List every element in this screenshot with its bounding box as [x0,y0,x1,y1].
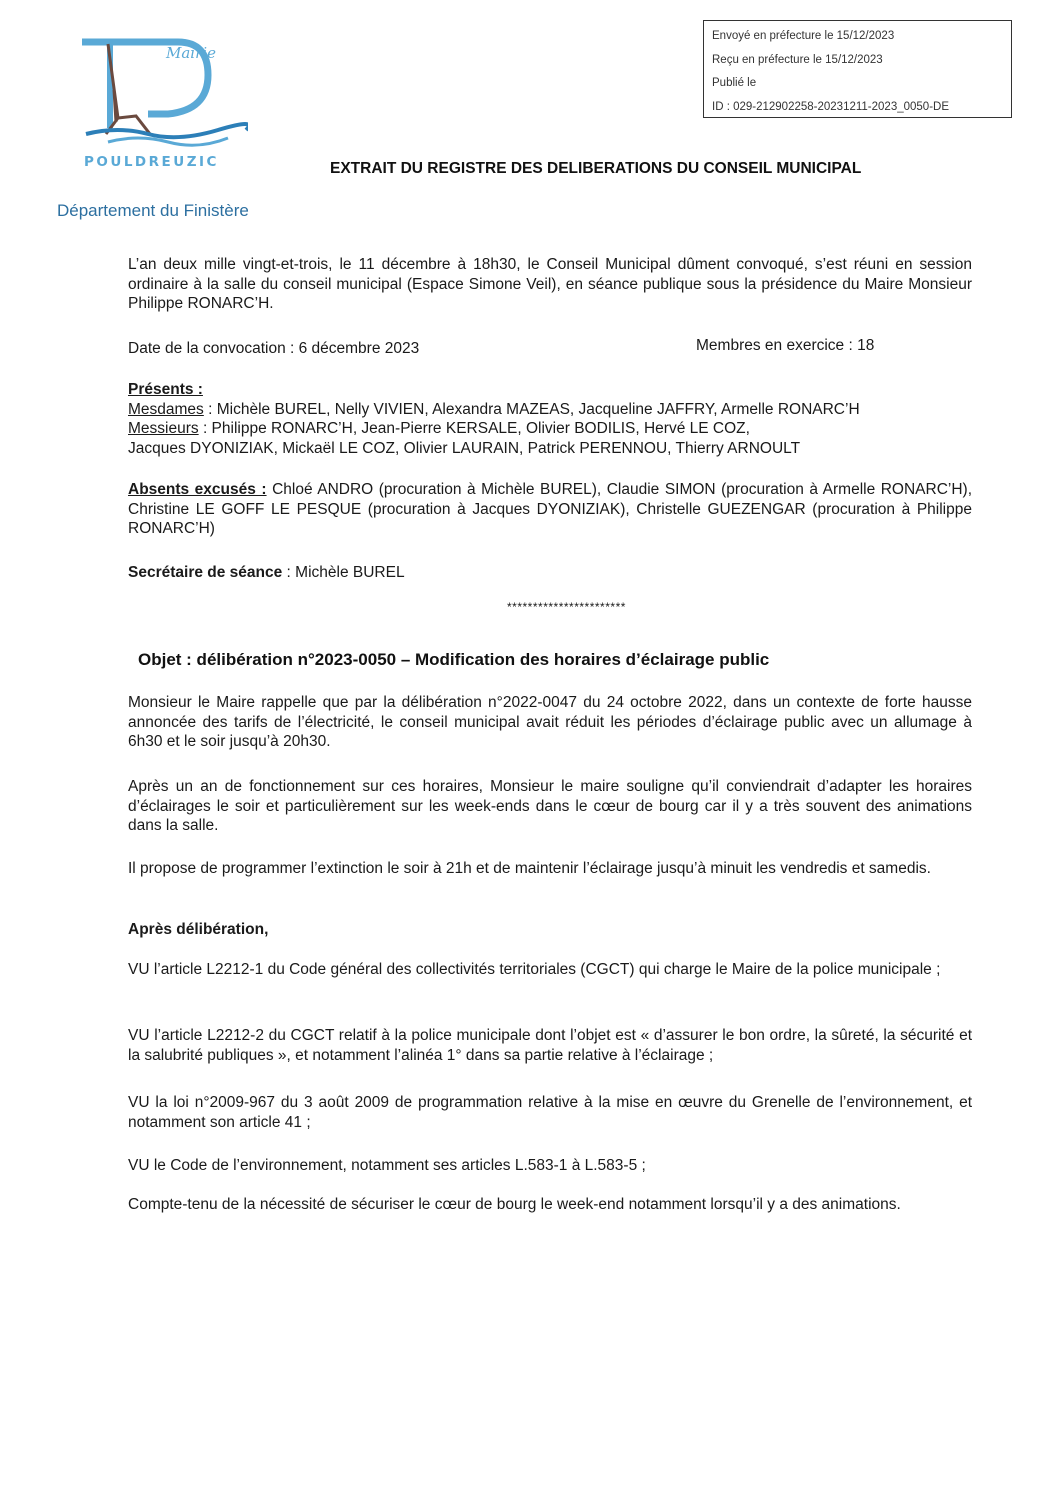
body-paragraph-1: Monsieur le Maire rappelle que par la délibération n°2022-0047 du 24 octobre 2022, dans un contexte de forte hausse annoncée des tarifs de l’électricité, le conseil municipal avait réduit les périodes d’éclairage public avec un allumage à 6h30 et le soir jusqu’à 20h30. [128,694,972,750]
separator: *********************** [507,600,626,614]
apres-deliberation: Après délibération, [128,921,269,938]
messieurs-label: Messieurs [128,420,199,437]
absents-names: Chloé ANDRO (procuration à Michèle BUREL), Claudie SIMON (procuration à Armelle RONARC’H), Christine LE GOFF LE PESQUE (procuration à Jacques DYONIZIAK), Christelle GUEZENGAR (procuration à Philippe RONARC’H) [128,481,973,537]
body-paragraph-3: Il propose de programmer l’extinction le soir à 21h et de maintenir l’éclairage jusqu’à minuit les vendredis et samedis. [128,860,931,877]
mesdames-line [128,400,972,420]
messieurs-line [128,419,972,439]
mesdames-label: Mesdames [128,400,204,418]
body-paragraph-2: Après un an de fonctionnement sur ces horaires, Monsieur le maire souligne qu’il conviendrait d’adapter les horaires d’éclairages le soir et particulièrement sur les week-ends dans le cœur de bourg car il y a très souvent des animations dans la salle. [128,778,972,834]
convocation-date: Date de la convocation : 6 décembre 2023 [128,340,420,357]
objet-title: Objet : délibération n°2023-0050 – Modification des horaires d’éclairage public [138,650,770,669]
stamp-id: ID : 029-212902258-20231211-2023_0050-DE [712,100,950,113]
compte-tenu-paragraph: Compte-tenu de la nécessité de sécuriser le cœur de bourg le week-end notamment lorsqu’il y a des animations. [128,1196,901,1213]
secretaire-line [128,563,972,583]
department-label: Département du Finistère [57,201,249,220]
secretaire-name: : Michèle BUREL [282,564,405,581]
intro-paragraph: L’an deux mille vingt-et-trois, le 11 décembre à 18h30, le Conseil Municipal dûment convoqué, s’est réuni en session ordinaire à la salle du conseil municipal (Espace Simone Veil), en séance publique sous la présidence du Maire Monsieur Philippe RONARC’H. [128,256,972,312]
messieurs-names-cont: Jacques DYONIZIAK, Mickaël LE COZ, Olivier LAURAIN, Patrick PERENNOU, Thierry ARNOULT [128,439,801,457]
stamp-published: Publié le [712,77,757,89]
prefecture-stamp [703,20,1012,118]
stamp-sent: Envoyé en préfecture le 15/12/2023 [712,30,895,42]
vu-paragraph-3: VU la loi n°2009-967 du 3 août 2009 de programmation relative à la mise en œuvre du Grenelle de l’environnement, et notamment son article 41 ; [128,1094,972,1131]
mairie-logo [78,30,248,180]
logo-mairie-text: Mairie [166,44,216,62]
vu-paragraph-1: VU l’article L2212-1 du Code général des collectivités territoriales (CGCT) qui charge le Maire de la police municipale ; [128,961,941,978]
messieurs-names: : Philippe RONARC’H, Jean-Pierre KERSALE, Olivier BODILIS, Hervé LE COZ, [198,420,750,437]
absents-paragraph [128,480,972,539]
mesdames-names: : Michèle BUREL, Nelly VIVIEN, Alexandra MAZEAS, Jacqueline JAFFRY, Armelle RONARC’H [203,400,860,418]
logo-wave-2 [108,138,228,145]
stamp-received: Reçu en préfecture le 15/12/2023 [712,53,883,66]
logo-town-text: POULDREUZIC [84,154,219,170]
vu-paragraph-4: VU le Code de l’environnement, notamment ses articles L.583-1 à L.583-5 ; [128,1157,646,1174]
presents-block [128,380,972,458]
document-heading: EXTRAIT DU REGISTRE DES DELIBERATIONS DU CONSEIL MUNICIPAL [330,160,862,177]
members-count: Membres en exercice : 18 [696,337,875,354]
secretaire-label: Secrétaire de séance [128,564,283,581]
vu-paragraph-2: VU l’article L2212-2 du CGCT relatif à la police municipale dont l’objet est « d’assurer le bon ordre, la sûreté, la sécurité et la salubrité publiques », et notamment l’alinéa 1° dans sa partie relative à l’éclairage ; [128,1027,972,1064]
presents-label: Présents : [128,381,203,398]
absents-label: Absents excusés : [128,481,267,498]
